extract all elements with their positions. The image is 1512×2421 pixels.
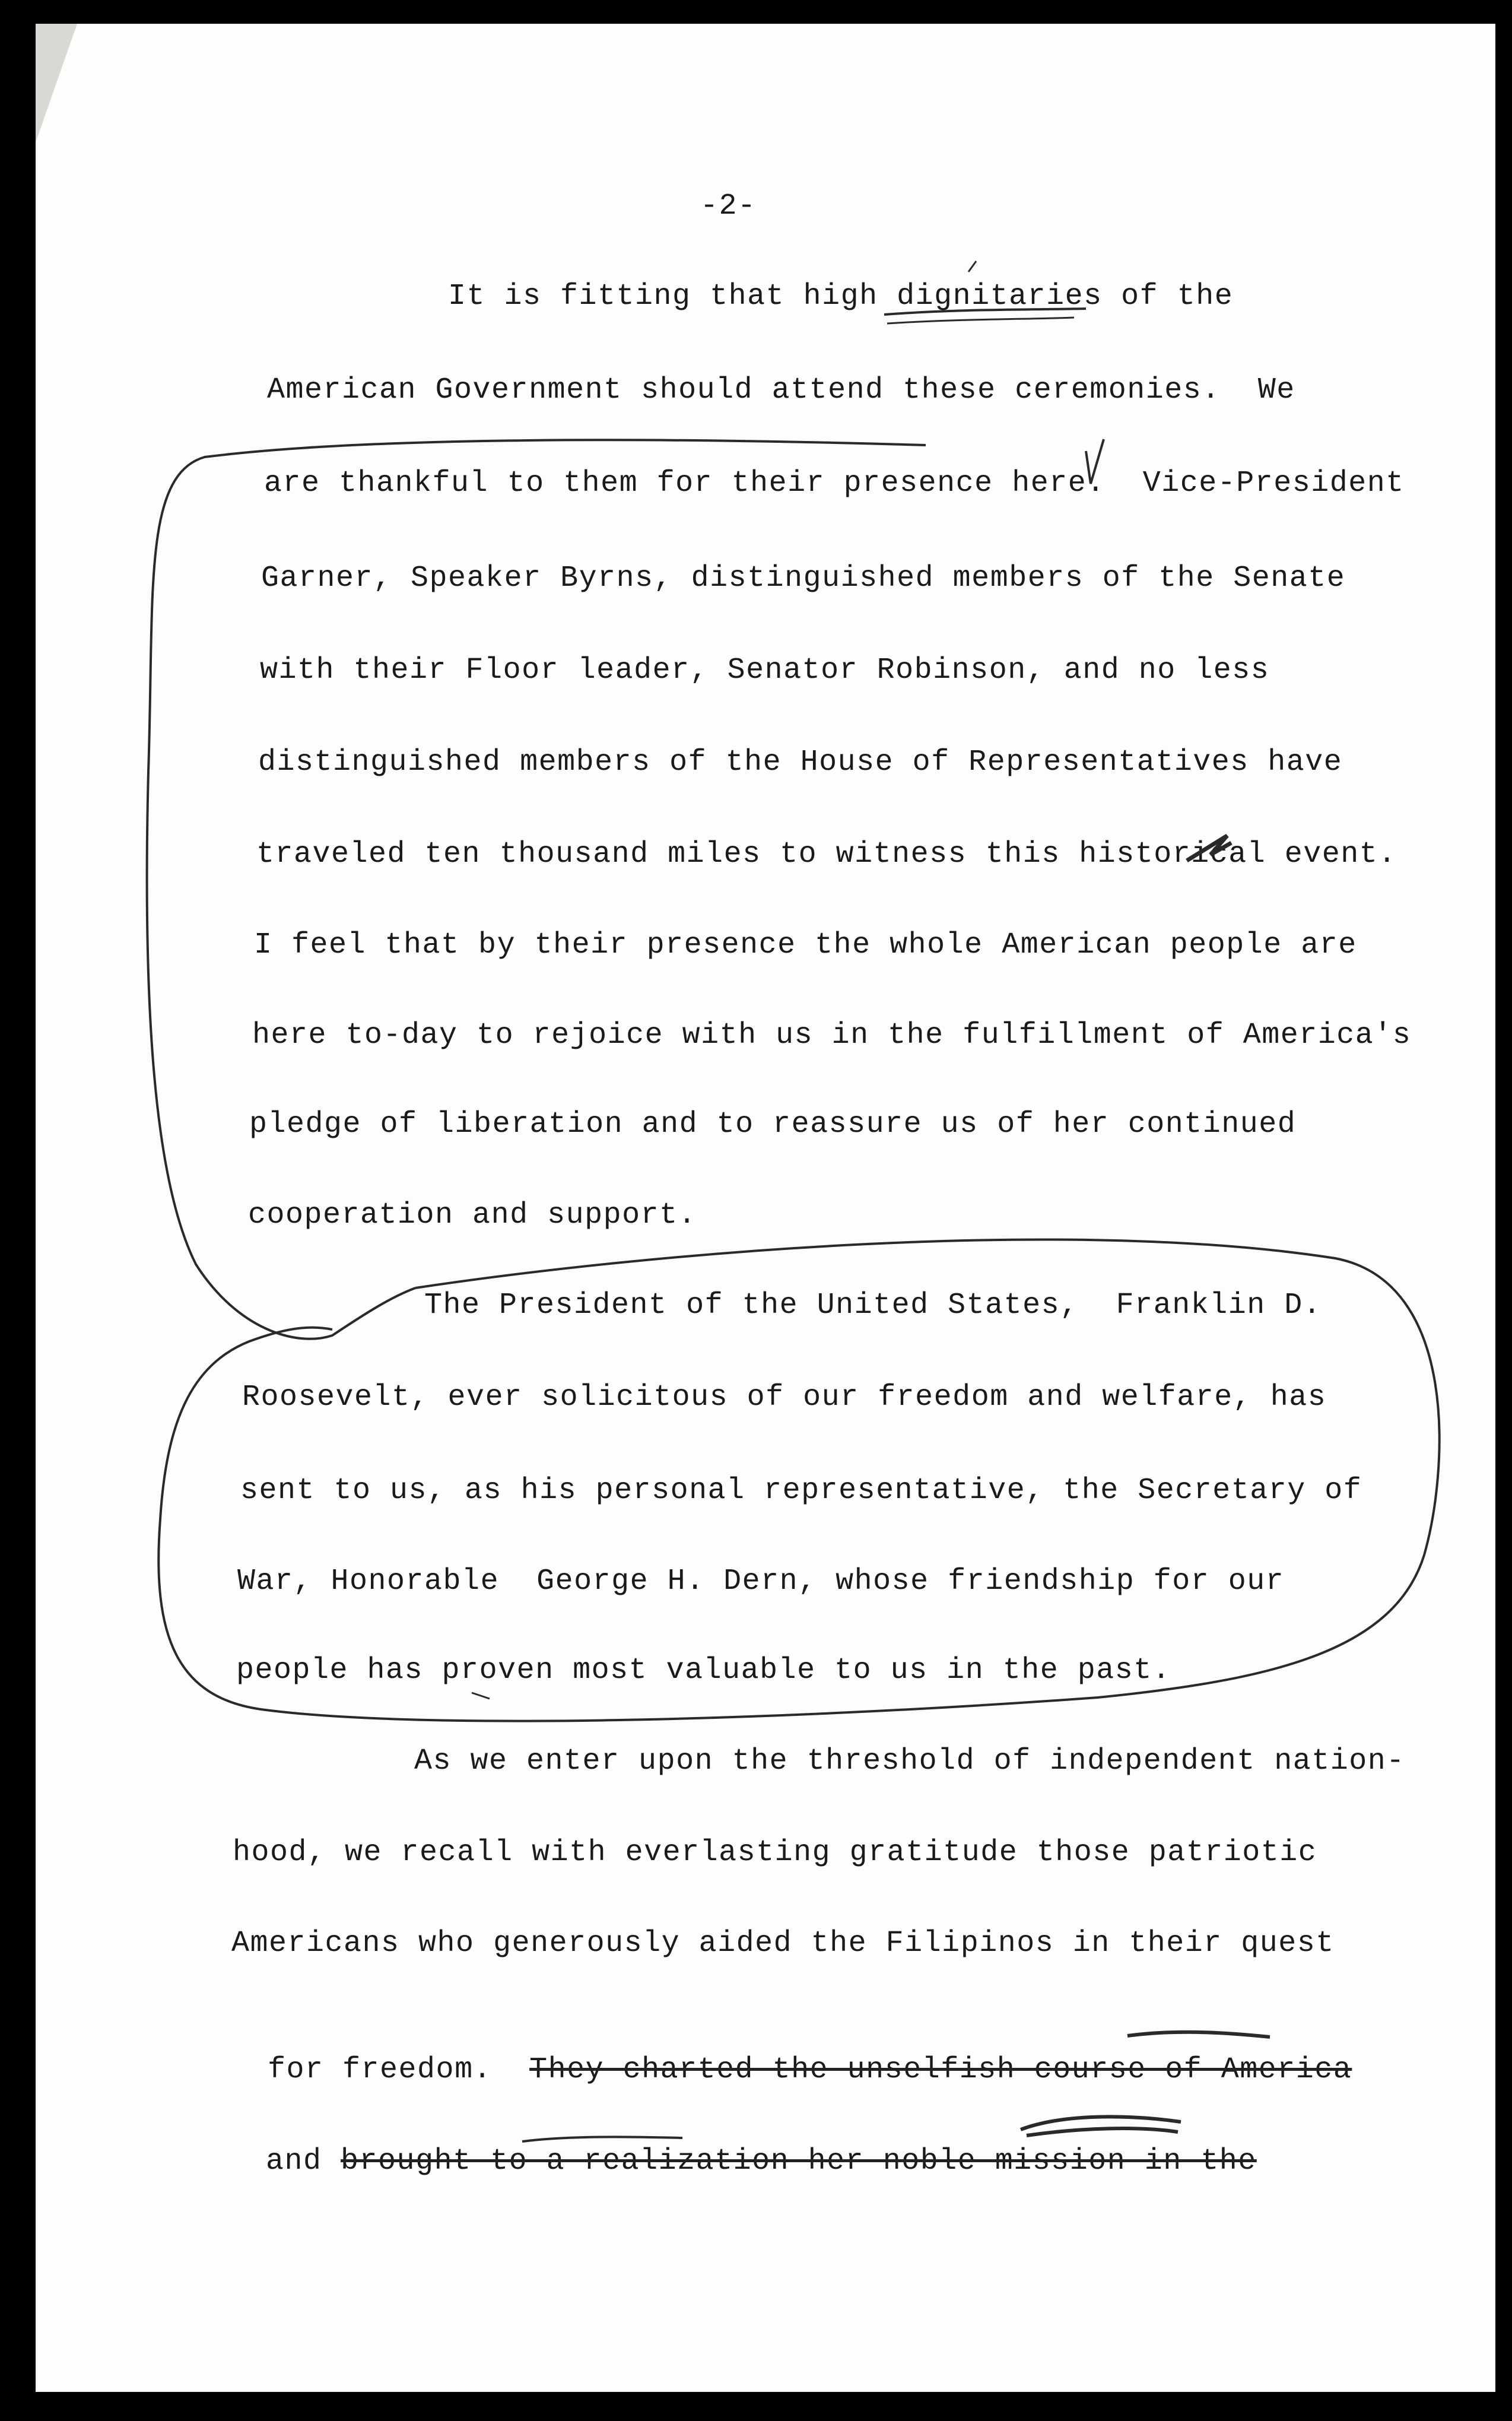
- text-line-21-struck: brought to a realization her noble mission in the: [341, 2144, 1257, 2178]
- text-line-15: War, Honorable George H. Dern, whose friendship for our: [237, 1565, 1285, 1598]
- text-line-3: are thankful to them for their presence here. Vice-President: [264, 467, 1405, 500]
- text-line-20-kept: for freedom.: [268, 2053, 530, 2087]
- text-line-14: sent to us, as his personal representative, the Secretary of: [240, 1474, 1362, 1508]
- text-line-20: [230, 2017, 1352, 2088]
- text-line-17: As we enter upon the threshold of independent nation-: [414, 1744, 1405, 1778]
- text-line-18: hood, we recall with everlasting gratitude those patriotic: [233, 1836, 1317, 1870]
- folded-corner: [36, 24, 77, 142]
- text-line-10: pledge of liberation and to reassure us of her continued: [249, 1108, 1297, 1141]
- text-line-21-kept: and: [266, 2144, 341, 2178]
- text-line-2: American Government should attend these ceremonies. We: [267, 373, 1295, 407]
- text-line-6: distinguished members of the House of Representatives have: [258, 745, 1343, 779]
- text-line-1: It is fitting that high dignitaries of the: [448, 280, 1234, 313]
- text-line-11: cooperation and support.: [248, 1198, 697, 1232]
- text-line-8: I feel that by their presence the whole American people are: [254, 928, 1357, 962]
- text-line-9: here to-day to rejoice with us in the fulfillment of America's: [252, 1018, 1412, 1052]
- text-line-4: Garner, Speaker Byrns, distinguished members of the Senate: [261, 561, 1346, 595]
- text-line-19: Americans who generously aided the Filipinos in their quest: [231, 1927, 1335, 1960]
- text-line-21: [228, 2108, 1257, 2179]
- text-line-13: Roosevelt, ever solicitous of our freedom and welfare, has: [242, 1381, 1327, 1414]
- text-line-12: The President of the United States, Franklin D.: [424, 1289, 1322, 1322]
- page-number: -2-: [700, 189, 757, 223]
- text-line-5: with their Floor leader, Senator Robinson, and no less: [260, 653, 1270, 687]
- text-line-7: traveled ten thousand miles to witness this historical event.: [256, 837, 1397, 871]
- text-line-16: people has proven most valuable to us in the past.: [236, 1654, 1171, 1687]
- text-line-20-struck: They charted the unselfish course of America: [529, 2053, 1352, 2087]
